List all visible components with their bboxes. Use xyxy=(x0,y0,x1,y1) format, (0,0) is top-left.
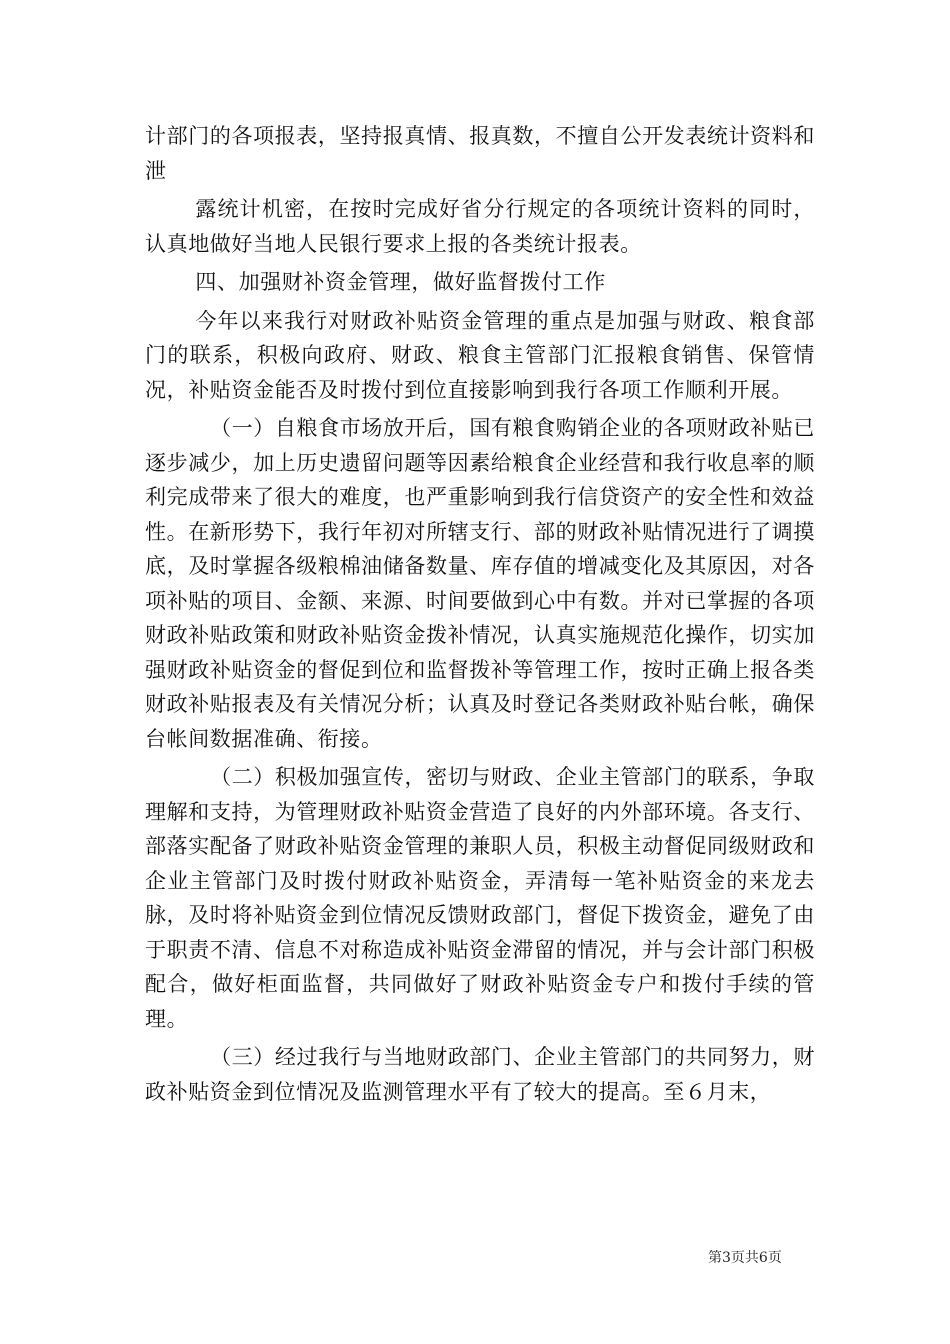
paragraph-4: （一）自粮食市场放开后，国有粮食购销企业的各项财政补贴已逐步减少，加上历史遗留问题等因素给粮食企业经营和我行收息率的顺利完成带来了很大的难度，也严重影响到我行信贷资产的安全性和效益性。在新形势下，我行年初对所辖支行、部的财政补贴情况进行了调摸底，及时掌握各级粮棉油储备数量、库存值的增减变化及其原因，对各项补贴的项目、金额、来源、时间要做到心中有数。并对已掌握的各项财政补贴政策和财政补贴资金拨补情况，认真实施规范化操作，切实加强财政补贴资金的督促到位和监督拨补等管理工作，按时正确上报各类财政补贴报表及有关情况分析；认真及时登记各类财政补贴台帐，确保台帐间数据准确、衔接。 xyxy=(145,416,815,751)
paragraph-3: 今年以来我行对财政补贴资金管理的重点是加强与财政、粮食部门的联系，积极向政府、财政、粮食主管部门汇报粮食销售、保管情况，补贴资金能否及时拨付到位直接影响到我行各项工作顺利开展。 xyxy=(145,308,815,402)
paragraph-2: 露统计机密，在按时完成好省分行规定的各项统计资料的同时，认真地做好当地人民银行要求上报的各类统计报表。 xyxy=(145,197,815,256)
page-number: 第3页共6页 xyxy=(708,1250,782,1266)
paragraph-6: （三）经过我行与当地财政部门、企业主管部门的共同努力，财政补贴资金到位情况及监测管理水平有了较大的提高。至６月末， xyxy=(145,1045,815,1104)
paragraph-5: （二）积极加强宣传，密切与财政、企业主管部门的联系，争取理解和支持，为管理财政补贴资金营造了良好的内外部环境。各支行、部落实配备了财政补贴资金管理的兼职人员，积极主动督促同级财政和企业主管部门及时拨付财政补贴资金，弄清每一笔补贴资金的来龙去脉，及时将补贴资金到位情况反馈财政部门，督促下拨资金，避免了由于职责不清、信息不对称造成补贴资金滞留的情况，并与会计部门积极配合，做好柜面监督，共同做好了财政补贴资金专户和拨付手续的管理。 xyxy=(145,765,815,1031)
section-heading: 四、加强财补资金管理，做好监督拨付工作 xyxy=(195,270,606,294)
paragraph-1: 计部门的各项报表，坚持报真情、报真数，不擅自公开发表统计资料和泄 xyxy=(145,124,815,183)
document-body xyxy=(145,119,815,1109)
